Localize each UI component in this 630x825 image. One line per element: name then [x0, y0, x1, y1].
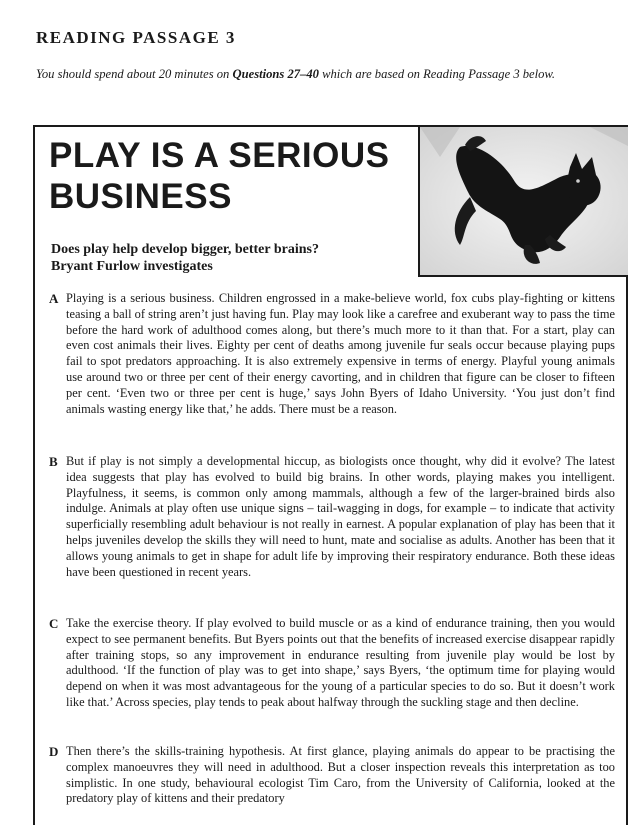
passage-subtitle — [51, 241, 319, 275]
subtitle-author: Bryant Furlow investigates — [51, 259, 213, 274]
passage-title-line2: BUSINESS — [49, 177, 232, 216]
passage-title — [49, 135, 409, 217]
subtitle-question: Does play help develop bigger, better brains? — [51, 242, 319, 257]
instructions-before: You should spend about 20 minutes on — [36, 67, 233, 81]
black-cat-playing-photo — [418, 127, 628, 277]
paragraph-d — [49, 744, 615, 807]
paragraph-text: Take the exercise theory. If play evolved to build muscle or as a kind of endurance training, then you would expect to see permanent benefits. But Byers points out that the benefits of increased exercise disappear rapidly after training stops, so any improvement in endurance resulting from juvenile play would be lost by adulthood. ‘If the function of play was to get into shape,’ says Byers, ‘the optimum time for playing would depend on when it was most advantageous for the young of a particular species to do so. But it doesn’t work like that.’ Across species, play tends to peak about halfway through the suckling stage and then decline. — [66, 616, 615, 709]
paragraph-c — [49, 616, 615, 711]
passage-box — [33, 125, 628, 825]
paragraph-text: Then there’s the skills-training hypothesis. At first glance, playing animals do appear to be practising the complex manoeuvres they will need in adulthood. But a closer inspection reveals this interpretation as too simplistic. In one study, behavioural ecologist Tim Caro, from the University of California, looked at the predatory play of kittens and their predatory — [66, 744, 615, 806]
paragraph-letter: A — [49, 291, 59, 306]
cat-illustration — [420, 127, 628, 277]
instructions — [36, 66, 621, 82]
paragraph-letter: B — [49, 454, 58, 469]
instructions-after: which are based on Reading Passage 3 below. — [318, 67, 556, 81]
passage-title-line1: PLAY IS A SERIOUS — [49, 136, 390, 175]
instructions-questions: Questions 27–40 — [232, 67, 319, 81]
paragraph-letter: C — [49, 616, 59, 631]
paragraph-a — [49, 291, 615, 417]
paragraph-b — [49, 454, 615, 580]
paragraph-text: Playing is a serious business. Children engrossed in a make-believe world, fox cubs play-fighting or kittens teasing a ball of string aren’t just having fun. Play may look like a carefree and exuberant way to pass the time before the hard work of adulthood comes along, but there’s much more to it than that. For a start, play can even cost animals their lives. Eighty per cent of deaths among juvenile fur seals occur because playing pups fail to spot predators approaching. It is also extremely expensive in terms of energy. Playful young animals use around two or three per cent of their energy cavorting, and in children that figure can be closer to fifteen per cent. ‘Even two or three per cent is huge,’ says John Byers of Idaho University. ‘You just don’t find animals wasting energy like that,’ he adds. There must be a reason. — [66, 291, 615, 416]
paragraph-text: But if play is not simply a developmental hiccup, as biologists once thought, why did it evolve? The latest idea suggests that play has evolved to build big brains. In other words, playing makes you intelligent. Playfulness, it seems, is common only among mammals, although a few of the larger-brained birds also indulge. Animals at play often use unique signs – tail-wagging in dogs, for example – to indicate that activity superficially resembling adult behaviour is not really in earnest. A popular explanation of play has been that it helps juveniles develop the skills they will need to hunt, mate and socialise as adults. Another has been that it allows young animals to get in shape for adult life by improving their respiratory endurance. Both these ideas have been questioned in recent years. — [66, 454, 615, 579]
section-heading: READING PASSAGE 3 — [36, 28, 236, 47]
paragraph-letter: D — [49, 744, 59, 759]
